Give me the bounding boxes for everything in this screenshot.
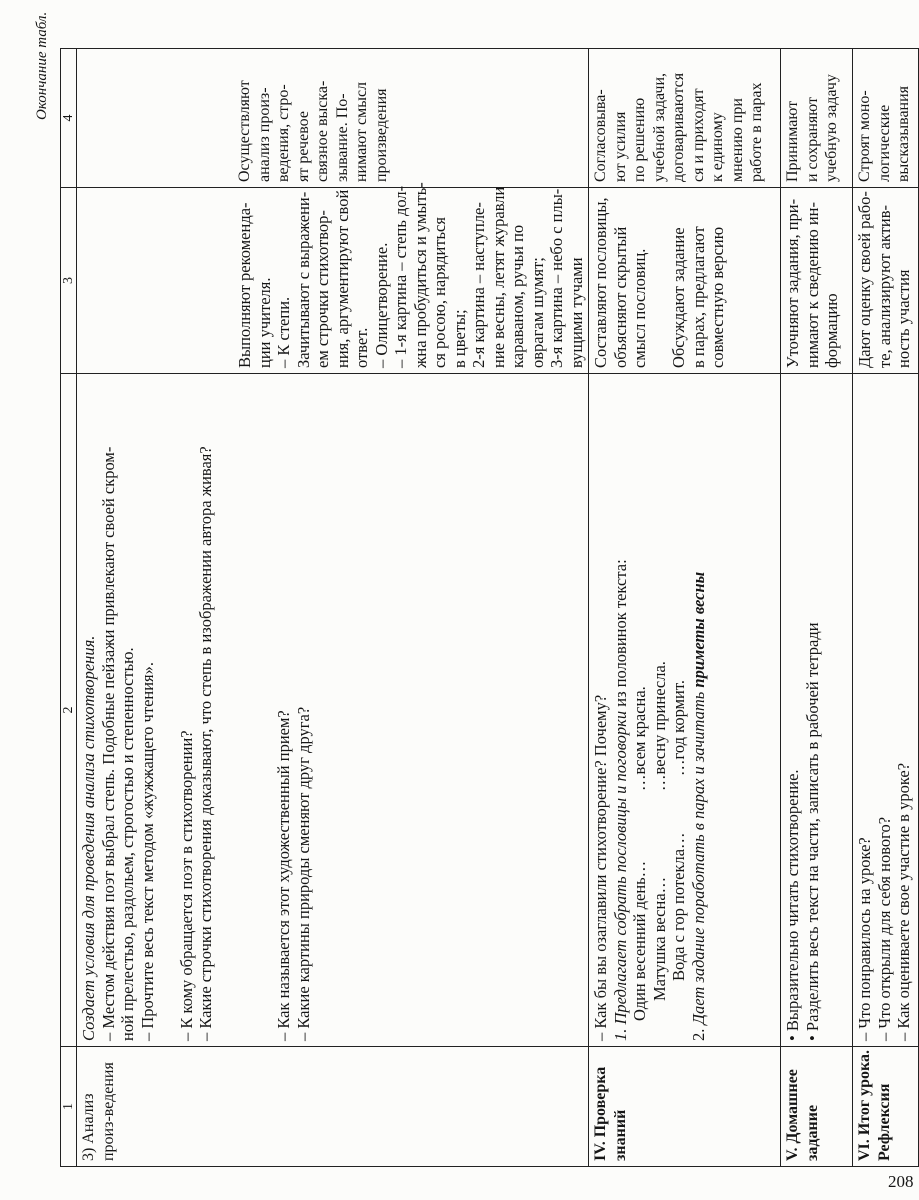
- teacher-activity-cell: [781, 374, 853, 1047]
- text-line: Зачитывают с выражени-: [293, 191, 313, 368]
- text-line: мнению при: [728, 98, 746, 182]
- task-line: 2. Дает задание поработать в парах и зачитать приметы весны: [688, 571, 708, 1041]
- question-line: – Как называется этот художественный прием?: [274, 710, 293, 1041]
- text-line: совместную версию: [708, 226, 727, 368]
- column-number: 2: [61, 374, 77, 1047]
- text-line: вущими тучами: [566, 257, 586, 368]
- uud-cell: [853, 49, 919, 188]
- text-line: Осуществляют: [236, 80, 253, 182]
- text-line: – 1-я картина – степь дол-: [391, 185, 410, 368]
- text-line: зывание. По-: [333, 93, 351, 182]
- text-line: ния, аргументируют свой: [332, 189, 352, 368]
- text-line: • Разделить весь текст на части, записать в рабочей тетради: [802, 622, 822, 1041]
- teacher-activity-cell: [77, 374, 589, 1047]
- text-line: Принимают: [784, 100, 801, 182]
- student-activity-cell: [77, 182, 589, 374]
- text-line: – Олицетворение.: [371, 242, 391, 368]
- table-row: [589, 49, 781, 1167]
- stage-cell: IV. Проверка знаний: [589, 1047, 781, 1167]
- text-line: учебной задачи,: [650, 72, 668, 182]
- lesson-plan-table: [60, 48, 919, 1167]
- text-line: Строят моно-: [856, 90, 873, 182]
- text-line: Составляют пословицы,: [591, 197, 610, 368]
- text-line: караваном, ручьи по: [508, 224, 527, 368]
- question-line: – Какие картины природы сменяют друг друга?: [293, 706, 313, 1041]
- text-line: работе в парах: [748, 82, 765, 182]
- text-line: анализ произ-: [255, 87, 273, 182]
- task-text: из половинок текста:: [610, 559, 630, 711]
- text-line: ведения, стро-: [275, 84, 292, 182]
- teacher-activity-cell: [853, 374, 919, 1047]
- question-line: – Какие строчки стихотворения доказывают, что степь в изображении автора живая?: [196, 446, 215, 1041]
- student-activity-cell: [853, 188, 919, 374]
- text-line: в парах, предлагают: [688, 226, 708, 368]
- text-line: ся росою, нарядиться: [430, 217, 449, 368]
- text-line: ность участия: [894, 269, 913, 368]
- teacher-activity-cell: [589, 374, 781, 1047]
- proverb-line: Вода с гор потекла……год кормит.: [669, 680, 688, 981]
- question-line: – Что открыли для себя нового?: [874, 816, 894, 1041]
- question-line: – Как оцениваете свое участие в уроке?: [894, 762, 913, 1041]
- question-line: – Как бы вы озаглавили стихотворение? Почему?: [591, 694, 610, 1041]
- text-line: договариваются: [670, 72, 687, 182]
- text-line: в цветы;: [449, 309, 469, 368]
- page-number: 208: [888, 1172, 914, 1191]
- text-line: Обсуждают задание: [669, 227, 688, 368]
- student-activity-cell: [781, 188, 853, 374]
- text-line: смысл пословиц.: [630, 248, 649, 368]
- text-line: логические: [875, 104, 893, 182]
- student-activity-cell: [589, 188, 781, 374]
- text-line: 2-я картина – наступле-: [469, 202, 488, 368]
- column-number: 1: [61, 1047, 77, 1167]
- stage-cell: V. Домашнее задание: [781, 1047, 853, 1167]
- text-line: – К степи.: [274, 296, 293, 368]
- text-line: к единому: [709, 112, 726, 182]
- text-line: ем строчки стихотвор-: [313, 210, 332, 368]
- text-line: – Прочтите весь текст методом «жужжащего чтения».: [137, 661, 157, 1041]
- text-line: оврагам шумят;: [527, 257, 547, 368]
- text-line: связное выска-: [314, 80, 331, 182]
- text-line: ют усилия: [611, 111, 629, 182]
- text-line: Выполняют рекоменда-: [235, 202, 254, 368]
- text-line: формацию: [822, 293, 841, 368]
- text-line: 3-я картина – небо с плы-: [547, 188, 566, 368]
- text-line: произведения: [372, 88, 390, 182]
- table-row: [853, 49, 919, 1167]
- text-line: нимают к сведению ин-: [802, 201, 822, 368]
- uud-cell: [781, 49, 853, 188]
- text-line: ние весны, летят журавли: [488, 186, 508, 368]
- stage-cell: 3) Анализ произ-ведения: [77, 1047, 589, 1167]
- stage-cell: VI. Итог урока. Рефлексия: [853, 1047, 919, 1167]
- proverb-line: Матушка весна……весну принесла.: [649, 661, 669, 1001]
- text-line: Дают оценку своей рабо-: [855, 191, 874, 368]
- text-line: высказывания: [895, 85, 912, 182]
- text-line: нимают смысл: [353, 81, 370, 182]
- text-line: те, анализируют актив-: [874, 205, 894, 368]
- text-line: Уточняют задания, при-: [783, 198, 802, 368]
- table-row: [77, 49, 589, 1167]
- uud-cell: [589, 49, 781, 188]
- text-line: Согласовыва-: [592, 89, 609, 182]
- column-number: 4: [61, 49, 77, 188]
- text-line: – Местом действия поэт выбрал степь. Подобные пейзажи привлекают своей скром-: [98, 446, 118, 1041]
- text-line: и сохраняют: [803, 96, 821, 182]
- task-line: [611, 379, 631, 1041]
- column-number-row: [61, 49, 77, 1167]
- text-line: ции учителя.: [254, 277, 274, 368]
- task-text: 1. Предлагает собрать пословицы и поговорки: [610, 710, 630, 1041]
- text-line: учебную задачу: [823, 74, 840, 182]
- question-line: – К кому обращается поэт в стихотворении?: [176, 730, 196, 1041]
- text-line: по решению: [631, 97, 648, 182]
- text-line: ответ.: [352, 327, 371, 368]
- text-line: объясняют скрытый: [610, 226, 630, 368]
- table-continuation-label: Окончание табл.: [34, 11, 50, 120]
- text-line: • Выразительно читать стихотворение.: [783, 769, 802, 1041]
- text-line: ной прелестью, раздольем, строгостью и степенностью.: [118, 647, 137, 1041]
- proverb-line: Один весенний день……всем красна.: [630, 686, 649, 1021]
- table-row: [781, 49, 853, 1167]
- task-intro: Создает условия для проведения анализа стихотворения.: [79, 635, 98, 1041]
- question-line: – Что понравилось на уроке?: [855, 837, 874, 1041]
- text-line: ся и приходят: [689, 88, 707, 182]
- column-number: 3: [61, 188, 77, 374]
- text-line: ят речевое: [294, 111, 312, 182]
- uud-cell: [77, 49, 589, 188]
- text-line: жна пробудиться и умыть-: [410, 182, 430, 368]
